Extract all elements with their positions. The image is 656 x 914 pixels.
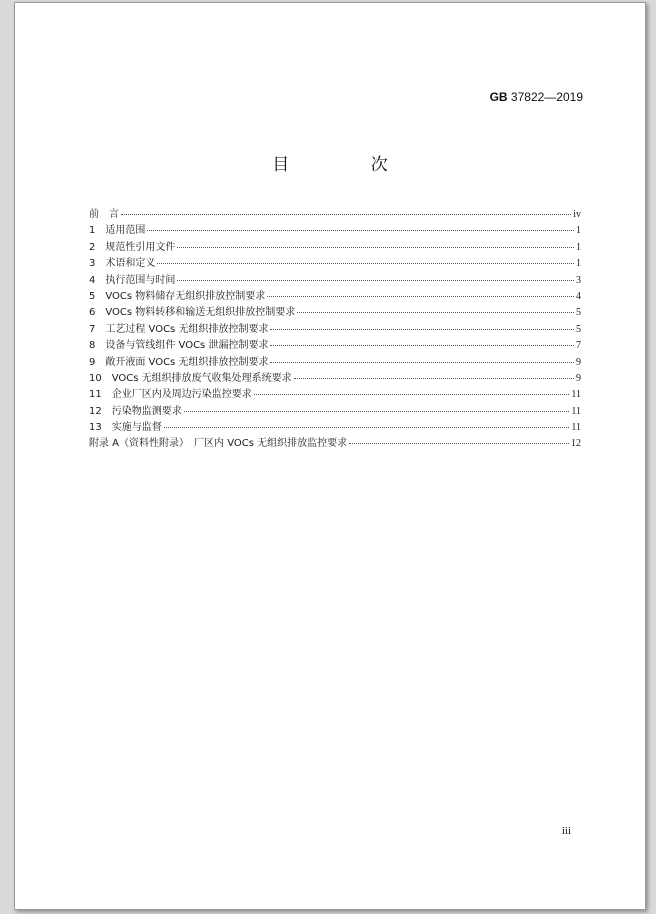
dot-leader xyxy=(254,394,570,395)
toc-entry-label: 12 污染物监测要求 xyxy=(89,405,182,417)
toc-entry[interactable] xyxy=(89,287,581,303)
standard-number: 37822—2019 xyxy=(507,90,583,104)
toc-entry-label: 5 VOCs 物料储存无组织排放控制要求 xyxy=(89,290,266,302)
toc-entry-label: 6 VOCs 物料转移和输送无组织排放控制要求 xyxy=(89,307,296,319)
toc-entry[interactable] xyxy=(89,271,581,287)
toc-entry-page: 11 xyxy=(571,422,581,434)
toc-entry[interactable] xyxy=(89,369,581,385)
dot-leader xyxy=(121,214,571,215)
toc-entry-label: 11 企业厂区内及周边污染监控要求 xyxy=(89,389,252,401)
toc-entry-label: 8 设备与管线组件 VOCs 泄漏控制要求 xyxy=(89,340,269,352)
toc-entry[interactable] xyxy=(89,254,581,270)
toc-entry-page: iv xyxy=(573,209,581,220)
dot-leader xyxy=(177,280,574,281)
toc-entry[interactable] xyxy=(89,336,581,352)
page-title: 目 次 xyxy=(272,155,426,175)
dot-leader xyxy=(267,296,574,297)
toc-entry-page: 9 xyxy=(576,372,581,384)
toc-entry-label: 附录 A（资料性附录） 厂区内 VOCs 无组织排放监控要求 xyxy=(89,438,348,450)
standard-prefix: GB xyxy=(489,90,508,104)
standard-code xyxy=(490,90,583,104)
table-of-contents xyxy=(89,205,581,451)
dot-leader xyxy=(294,378,574,379)
toc-entry[interactable] xyxy=(89,221,581,237)
toc-entry-label: 9 敞开液面 VOCs 无组织排放控制要求 xyxy=(89,356,269,368)
toc-entry-page: 1 xyxy=(576,225,581,237)
toc-entry[interactable] xyxy=(89,353,581,369)
toc-entry[interactable] xyxy=(89,238,581,254)
toc-entry-page: 4 xyxy=(576,290,581,302)
toc-entry[interactable] xyxy=(89,205,581,221)
dot-leader xyxy=(270,345,574,346)
toc-entry[interactable] xyxy=(89,402,581,418)
toc-entry-label: 2 规范性引用文件 xyxy=(89,241,176,253)
toc-entry-page: 1 xyxy=(576,241,581,253)
toc-entry[interactable] xyxy=(89,418,581,434)
page-number: iii xyxy=(561,825,571,837)
toc-entry-label: 10 VOCs 无组织排放废气收集处理系统要求 xyxy=(89,372,292,384)
toc-entry-page: 5 xyxy=(576,323,581,335)
dot-leader xyxy=(184,411,570,412)
toc-entry-label: 1 适用范围 xyxy=(89,225,146,237)
toc-entry-page: 1 xyxy=(576,258,581,270)
toc-entry-page: 9 xyxy=(576,356,581,368)
toc-entry-label: 4 执行范围与时间 xyxy=(89,274,176,286)
toc-entry-page: 3 xyxy=(576,274,581,286)
toc-entry[interactable] xyxy=(89,385,581,401)
dot-leader xyxy=(270,362,574,363)
toc-entry-page: 5 xyxy=(576,307,581,319)
dot-leader xyxy=(270,329,574,330)
toc-entry-label: 13 实施与监督 xyxy=(89,422,162,434)
toc-entry-page: 11 xyxy=(571,389,581,401)
toc-entry[interactable] xyxy=(89,320,581,336)
dot-leader xyxy=(297,312,574,313)
dot-leader xyxy=(177,247,574,248)
dot-leader xyxy=(164,427,570,428)
toc-entry-label: 7 工艺过程 VOCs 无组织排放控制要求 xyxy=(89,323,269,335)
toc-entry-page: 7 xyxy=(576,340,581,352)
dot-leader xyxy=(157,263,574,264)
dot-leader xyxy=(147,230,574,231)
document-page xyxy=(14,2,646,910)
toc-entry-page: 11 xyxy=(571,405,581,417)
toc-entry-label: 3 术语和定义 xyxy=(89,258,156,270)
toc-entry-page: 12 xyxy=(571,438,581,450)
toc-entry[interactable] xyxy=(89,303,581,319)
toc-entry-label: 前 言 xyxy=(89,209,119,220)
toc-entry[interactable] xyxy=(89,434,581,450)
dot-leader xyxy=(349,443,569,444)
